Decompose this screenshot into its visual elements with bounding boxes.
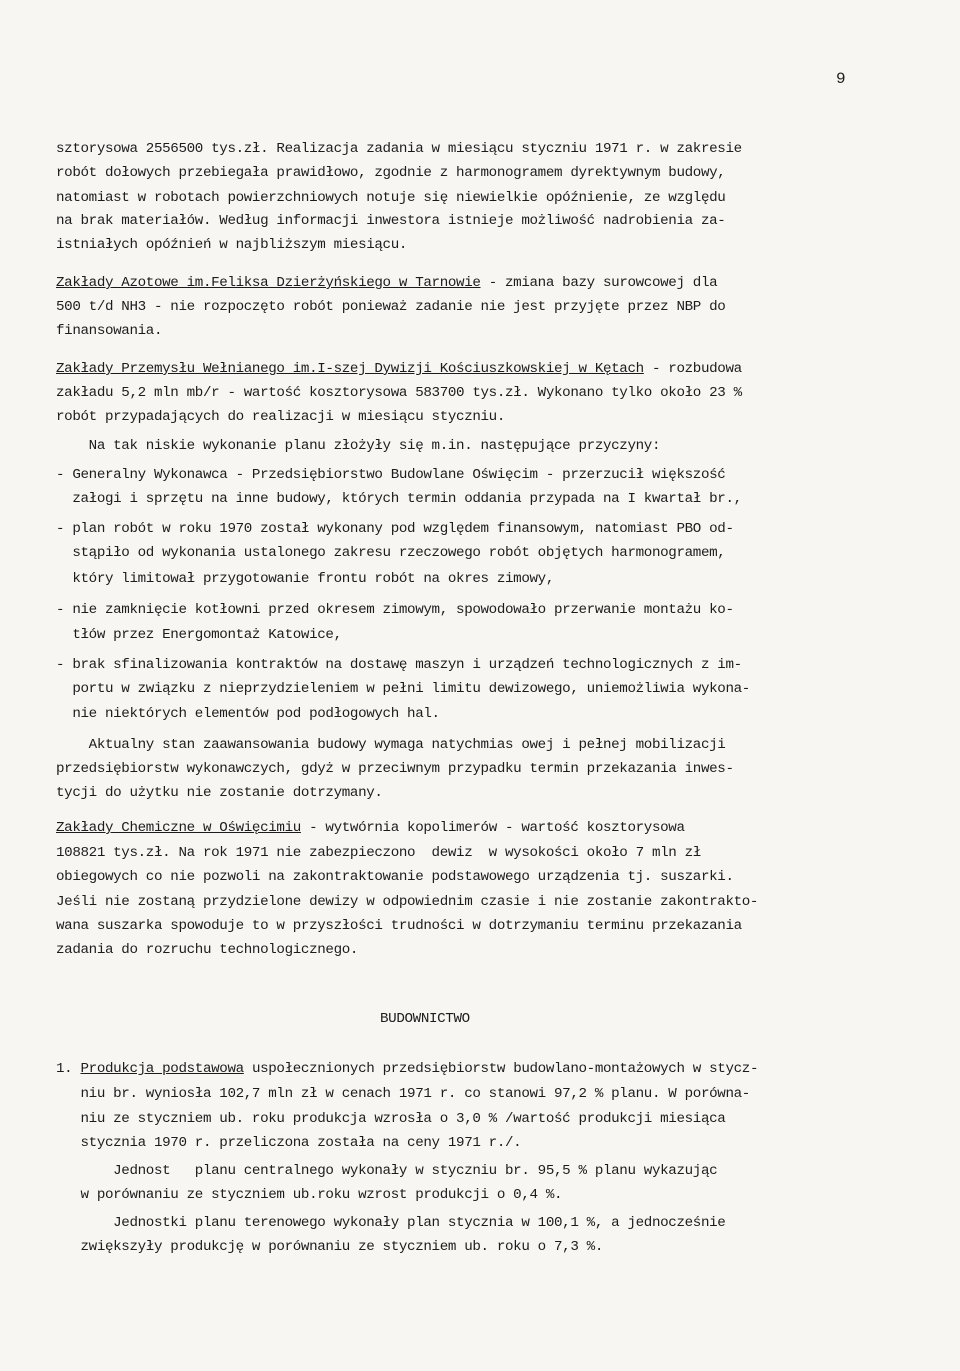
text-line — [56, 408, 505, 426]
text-line — [56, 941, 358, 959]
underlined-entity-name: Produkcja podstawowa — [80, 1061, 244, 1077]
text-segment: - brak sfinalizowania kontraktów na dostawę maszyn i urządzeń technologicznych z im- — [56, 657, 742, 673]
text-segment: uspołecznionych przedsiębiorstw budowlano-montażowych w stycz- — [243, 1061, 759, 1077]
text-line — [56, 384, 742, 402]
text-segment: Jednost planu centralnego wykonały w styczniu br. 95,5 % planu wykazując — [56, 1163, 718, 1179]
text-segment: stąpiło od wykonania ustalonego zakresu rzeczowego robót objętych harmonogramem, — [56, 545, 726, 561]
text-segment: - rozbudowa — [643, 361, 742, 377]
text-line — [56, 466, 725, 484]
text-segment: w porównaniu ze styczniem ub.roku wzrost produkcji o 0,4 %. — [56, 1187, 563, 1203]
text-segment: Na tak niskie wykonanie planu złożyły się m.in. następujące przyczyny: — [56, 438, 661, 454]
text-line — [56, 784, 383, 802]
text-line — [56, 437, 660, 455]
text-segment: robót dołowych przebiegała prawidłowo, zgodnie z harmonogramem dyrektywnym budowy, — [56, 165, 726, 181]
text-line — [56, 680, 750, 698]
text-line — [56, 1085, 750, 1103]
text-line — [56, 656, 742, 674]
text-segment: zadania do rozruchu technologicznego. — [56, 942, 359, 958]
text-segment: 108821 tys.zł. Na rok 1971 nie zabezpieczono dewiz w wysokości około 7 mln zł — [56, 845, 701, 861]
text-segment: - zmiana bazy surowcowej dla — [480, 275, 718, 291]
underlined-entity-name: Zakłady Przemysłu Wełnianego im.I-szej Dywizji Kościuszkowskiej w Kętach — [56, 361, 644, 377]
text-line — [56, 1110, 725, 1128]
text-segment: natomiast w robotach powierzchniowych notuje się niewielkie opóźnienie, ze względu — [56, 190, 726, 206]
text-line — [56, 1060, 758, 1078]
text-line — [56, 520, 734, 538]
text-line — [56, 1186, 562, 1204]
text-segment: nie niektórych elementów pod podłogowych hal. — [56, 706, 440, 722]
text-line — [56, 212, 725, 230]
text-segment: przedsiębiorstw wykonawczych, gdyż w przeciwnym przypadku termin przekazania inwes- — [56, 761, 734, 777]
text-segment: na brak materiałów. Według informacji inwestora istnieje możliwość nadrobienia za- — [56, 213, 726, 229]
text-line — [56, 164, 725, 182]
text-segment: - wytwórnia kopolimerów - wartość kosztorysowa — [300, 820, 685, 836]
text-segment: tłów przez Energomontaż Katowice, — [56, 627, 342, 643]
section-heading: BUDOWNICTWO — [380, 1011, 470, 1027]
text-segment: zwiększyły produkcję w porównaniu ze styczniem ub. roku o 7,3 %. — [56, 1239, 603, 1255]
underlined-entity-name: Zakłady Azotowe im.Feliksa Dzierżyńskiego w Tarnowie — [56, 275, 481, 291]
underlined-entity-name: Zakłady Chemiczne w Oświęcimiu — [56, 820, 301, 836]
text-line — [56, 189, 725, 207]
text-line — [56, 298, 725, 316]
text-segment: wana suszarka spowoduje to w przyszłości trudności w dotrzymaniu terminu przekazania — [56, 918, 742, 934]
text-segment: który limitował przygotowanie frontu robót na okres zimowy, — [56, 571, 554, 587]
text-segment: zakładu 5,2 mln mb/r - wartość kosztorysowa 583700 tys.zł. Wykonano tylko około 23 % — [56, 385, 742, 401]
text-line — [56, 1134, 521, 1152]
text-line — [56, 917, 742, 935]
text-line — [56, 736, 725, 754]
text-segment: - plan robót w roku 1970 został wykonany pod względem finansowym, natomiast PBO od- — [56, 521, 734, 537]
text-line — [56, 844, 701, 862]
text-segment: Jednostki planu terenowego wykonały plan stycznia w 100,1 %, a jednocześnie — [56, 1215, 726, 1231]
text-line — [56, 274, 717, 292]
text-line — [56, 490, 742, 508]
text-segment: istniałych opóźnień w najbliższym miesiącu. — [56, 237, 408, 253]
text-line — [56, 626, 342, 644]
text-line — [56, 544, 725, 562]
text-segment: portu w związku z nieprzydzieleniem w pełni limitu dewizowego, uniemożliwia wykona- — [56, 681, 750, 697]
text-segment: Aktualny stan zaawansowania budowy wymaga natychmias owej i pełnej mobilizacji — [56, 737, 726, 753]
text-segment: załogi i sprzętu na inne budowy, których termin oddania przypada na I kwartał br., — [56, 491, 742, 507]
text-line — [56, 1214, 725, 1232]
text-line — [56, 893, 758, 911]
text-line — [56, 1162, 717, 1180]
text-segment: sztorysowa 2556500 tys.zł. Realizacja zadania w miesiącu styczniu 1971 r. w zakresie — [56, 141, 742, 157]
text-line — [56, 1238, 603, 1256]
text-segment: niu br. wyniosła 102,7 mln zł w cenach 1971 r. co stanowi 97,2 % planu. W porówna- — [56, 1086, 750, 1102]
text-segment: - Generalny Wykonawca - Przedsiębiorstwo Budowlane Oświęcim - przerzucił większość — [56, 467, 726, 483]
page-number: 9 — [836, 70, 846, 88]
text-line — [56, 570, 554, 588]
text-segment: niu ze styczniem ub. roku produkcja wzrosła o 3,0 % /wartość produkcji miesiąca — [56, 1111, 726, 1127]
text-segment: stycznia 1970 r. przeliczona została na ceny 1971 r./. — [56, 1135, 522, 1151]
text-segment: Jeśli nie zostaną przydzielone dewizy w odpowiednim czasie i nie zostanie zakontrakto- — [56, 894, 759, 910]
text-segment: obiegowych co nie pozwoli na zakontraktowanie podstawowego urządzenia tj. suszarki. — [56, 869, 734, 885]
text-line — [56, 760, 734, 778]
text-line — [56, 322, 162, 340]
text-line — [56, 360, 742, 378]
text-segment: tycji do użytku nie zostanie dotrzymany. — [56, 785, 383, 801]
text-line — [56, 868, 734, 886]
text-line — [56, 140, 742, 158]
text-line — [56, 236, 407, 254]
text-line — [56, 601, 734, 619]
text-segment: - nie zamknięcie kotłowni przed okresem zimowym, spowodowało przerwanie montażu ko- — [56, 602, 734, 618]
text-segment: 500 t/d NH3 - nie rozpoczęto robót ponieważ zadanie nie jest przyjęte przez NBP do — [56, 299, 726, 315]
text-segment: finansowania. — [56, 323, 163, 339]
text-line — [56, 705, 440, 723]
text-segment: robót przypadających do realizacji w miesiącu styczniu. — [56, 409, 506, 425]
text-line — [56, 819, 685, 837]
text-segment: 1. — [56, 1061, 81, 1077]
